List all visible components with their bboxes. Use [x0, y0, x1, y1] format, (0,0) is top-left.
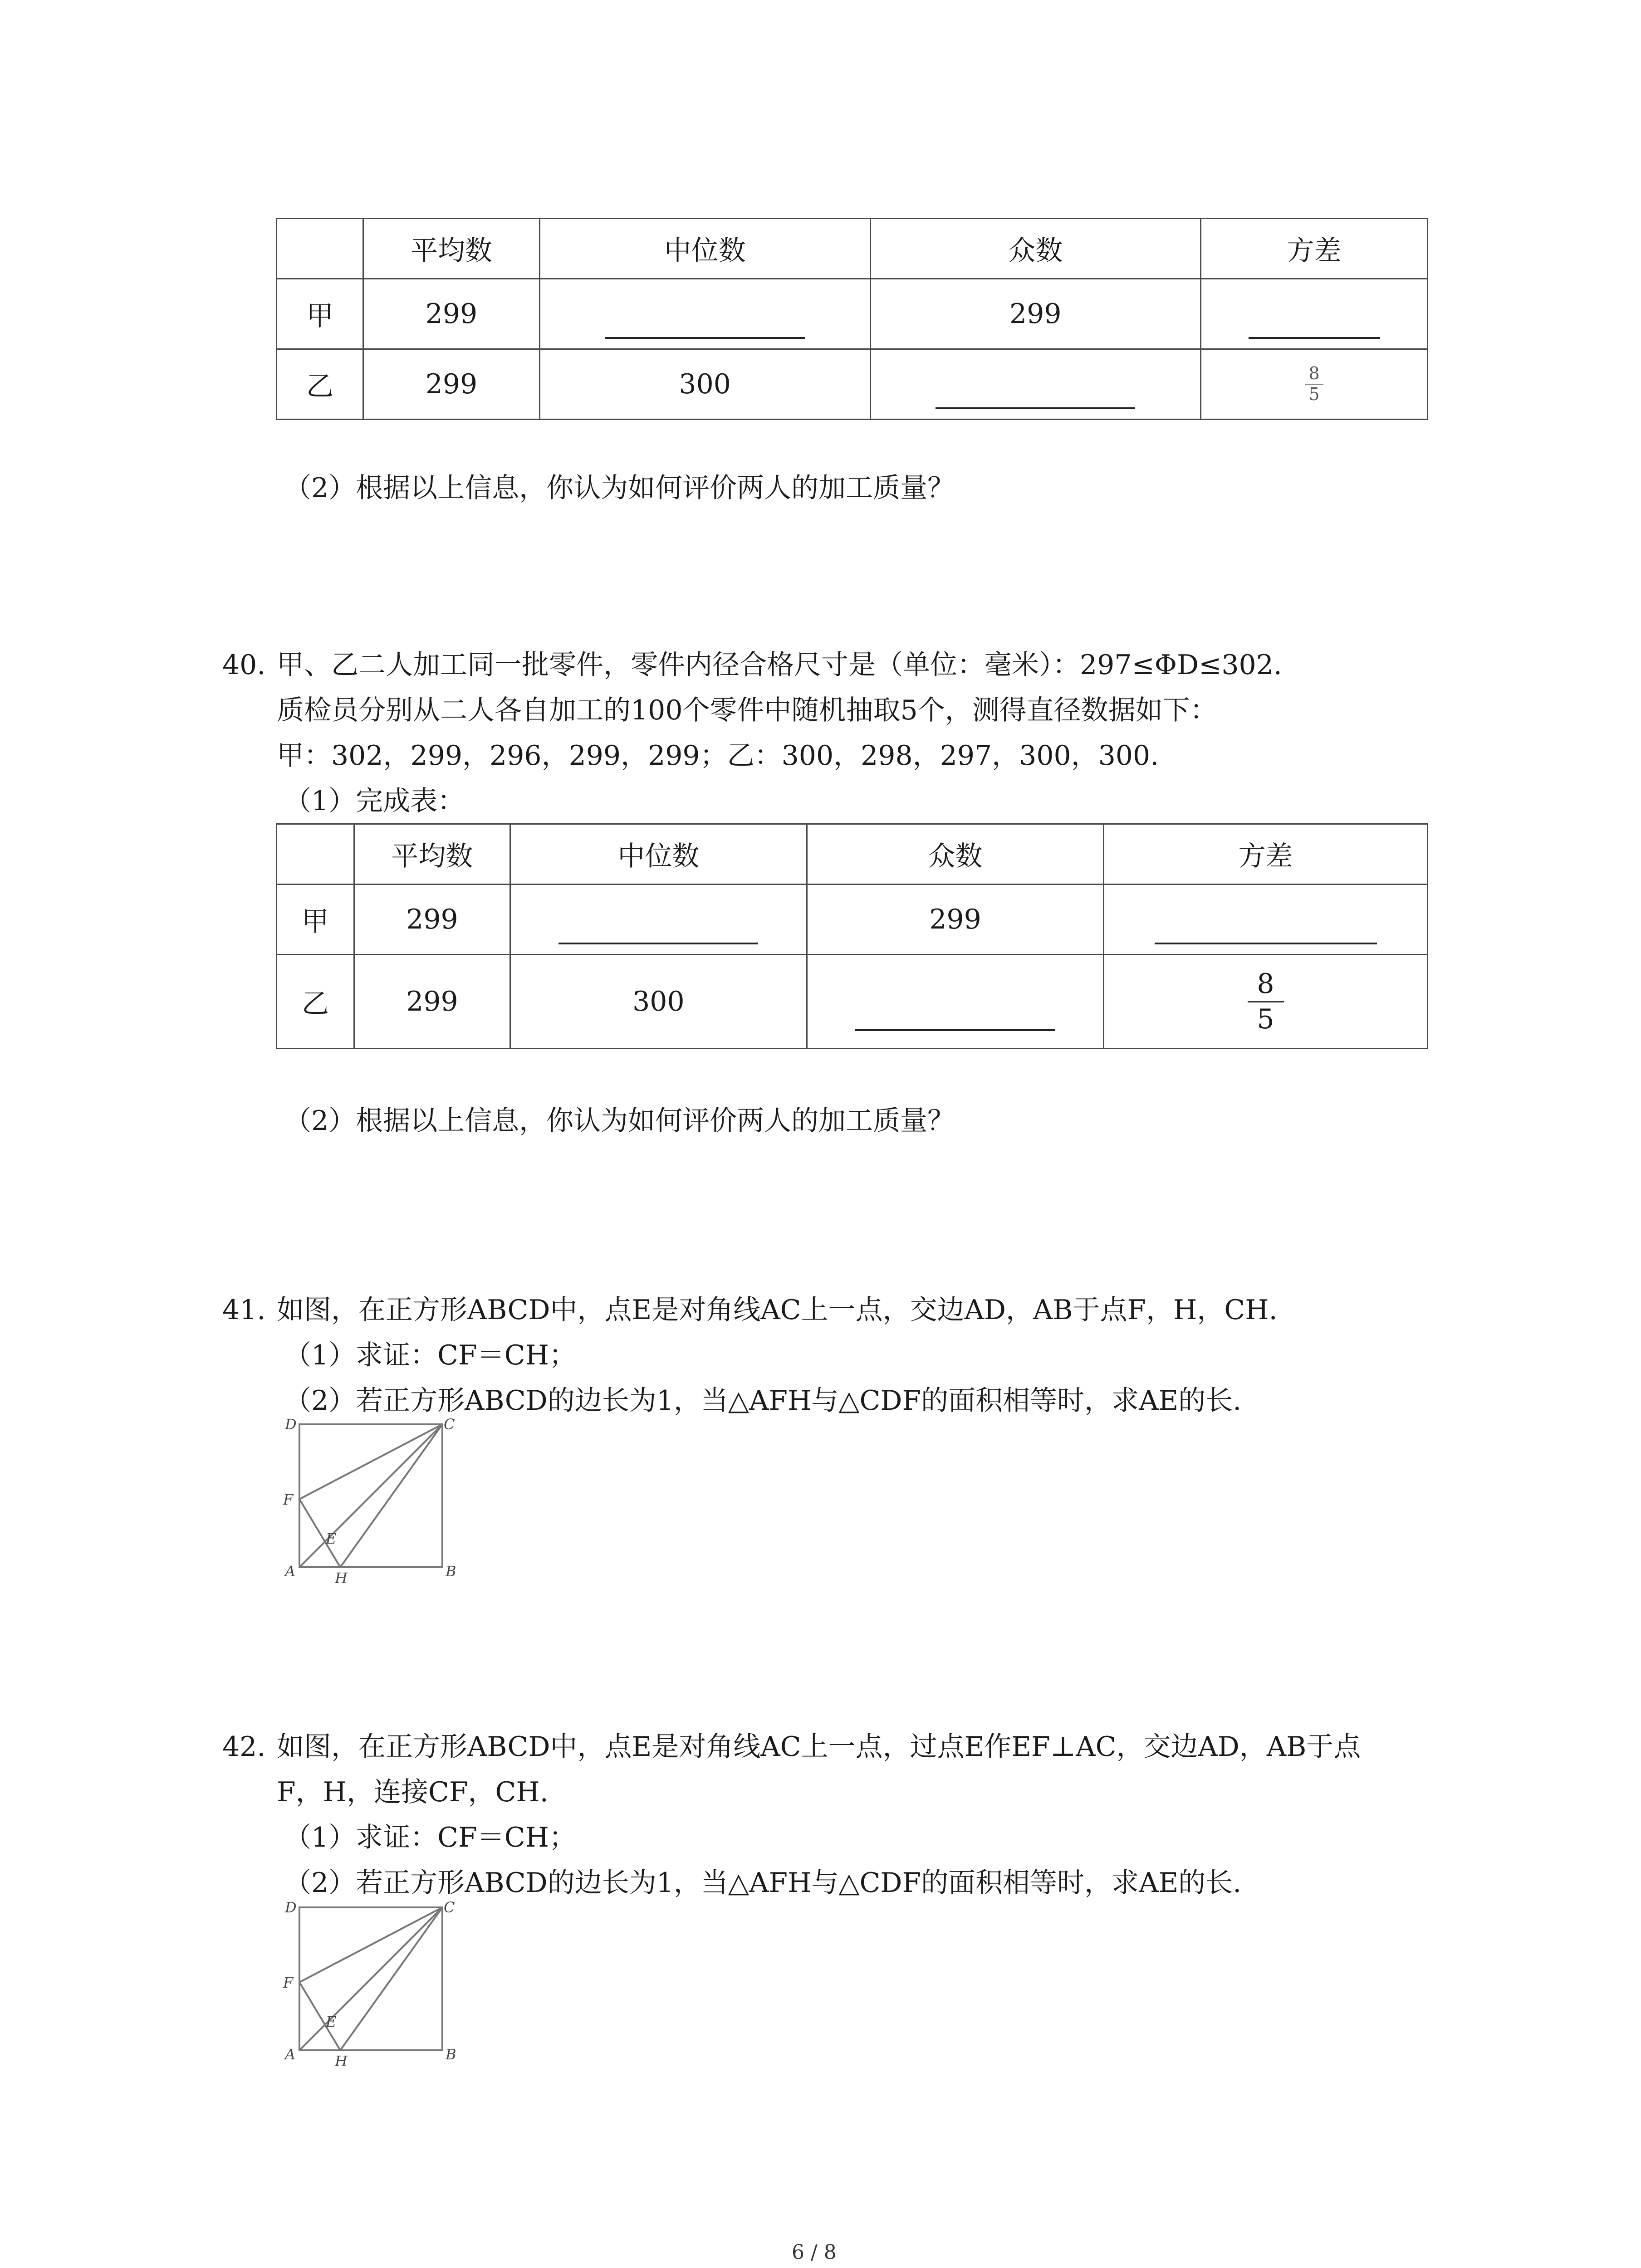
cell-jia-median-blank[interactable]	[510, 885, 807, 955]
table-row-jia	[277, 885, 1428, 955]
cell-jia-variance-blank[interactable]	[1201, 279, 1428, 349]
cell-yi-variance	[1104, 955, 1428, 1049]
row-label-yi: 乙	[277, 955, 354, 1049]
cell-yi-median: 300	[539, 349, 870, 420]
table-corner	[277, 219, 363, 279]
table-row-jia	[277, 279, 1428, 349]
row-label-jia: 甲	[277, 885, 354, 955]
top-stats-table	[276, 218, 1428, 420]
q40-line-2: 质检员分别从二人各自加工的100个零件中随机抽取5个，测得直径数据如下：	[277, 694, 1217, 726]
q41-square-figure	[277, 1418, 467, 1585]
page-number: 6 / 8	[792, 2241, 837, 2264]
q40-number: 40.	[222, 649, 266, 681]
q40-line-1: 甲、乙二人加工同一批零件，零件内径合格尺寸是（单位：毫米）：297≤ΦD≤302.	[277, 649, 1282, 681]
q40-line-4: （1）完成表：	[284, 785, 465, 817]
label-F: F	[283, 1491, 294, 1508]
q42-line-1: 如图，在正方形ABCD中，点E是对角线AC上一点，过点E作EF⊥AC，交边AD，AB于点	[277, 1731, 1361, 1763]
label-A: A	[285, 1563, 296, 1580]
label-E: E	[326, 2013, 337, 2030]
header-mean: 平均数	[363, 219, 540, 279]
label-A: A	[285, 2046, 296, 2063]
label-H: H	[335, 2053, 348, 2068]
q41-number: 41.	[222, 1294, 266, 1326]
table-row-yi	[277, 349, 1428, 420]
q40-line-3: 甲：302，299，296，299，299；乙：300，298，297，300，300.	[277, 740, 1159, 772]
label-B: B	[446, 2046, 456, 2063]
label-H: H	[335, 1569, 348, 1585]
cell-jia-mean: 299	[354, 885, 510, 955]
label-F: F	[283, 1974, 294, 1991]
variance-fraction: $\frac{8}{5}$	[1305, 365, 1323, 404]
table-row-yi	[277, 955, 1428, 1049]
q41-line-3: （2）若正方形ABCD的边长为1，当△AFH与△CDF的面积相等时，求AE的长.	[284, 1385, 1242, 1417]
q42-square-figure	[277, 1901, 467, 2068]
cell-yi-mode-blank[interactable]	[870, 349, 1201, 420]
cell-yi-variance	[1201, 349, 1428, 420]
label-E: E	[326, 1530, 337, 1547]
cell-yi-median: 300	[510, 955, 807, 1049]
cell-yi-mean: 299	[354, 955, 510, 1049]
row-label-jia: 甲	[277, 279, 363, 349]
cell-jia-mean: 299	[363, 279, 540, 349]
row-label-yi: 乙	[277, 349, 363, 420]
header-mode: 众数	[807, 824, 1103, 885]
top-part2-text: （2）根据以上信息，你认为如何评价两人的加工质量？	[284, 472, 955, 504]
header-median: 中位数	[539, 219, 870, 279]
header-variance: 方差	[1104, 824, 1428, 885]
q40-stats-table	[276, 823, 1428, 1049]
q42-line-4: （2）若正方形ABCD的边长为1，当△AFH与△CDF的面积相等时，求AE的长.	[284, 1867, 1242, 1899]
variance-fraction: $\frac{8}{5}$	[1248, 970, 1284, 1034]
label-D: D	[285, 1418, 297, 1433]
q41-line-1: 如图，在正方形ABCD中，点E是对角线AC上一点，交边AD，AB于点F，H，CH.	[277, 1294, 1278, 1326]
q40-part2-text: （2）根据以上信息，你认为如何评价两人的加工质量？	[284, 1105, 955, 1137]
table-corner	[277, 824, 354, 885]
cell-jia-variance-blank[interactable]	[1104, 885, 1428, 955]
cell-jia-median-blank[interactable]	[539, 279, 870, 349]
header-mean: 平均数	[354, 824, 510, 885]
q42-line-3: （1）求证：CF＝CH；	[284, 1822, 576, 1853]
header-median: 中位数	[510, 824, 807, 885]
label-C: C	[444, 1418, 455, 1433]
cell-yi-mode-blank[interactable]	[807, 955, 1103, 1049]
label-C: C	[444, 1901, 455, 1916]
q41-line-2: （1）求证：CF＝CH；	[284, 1339, 576, 1371]
label-D: D	[285, 1901, 297, 1916]
q42-line-2: F，H，连接CF，CH.	[277, 1776, 549, 1808]
cell-jia-mode: 299	[870, 279, 1201, 349]
header-variance: 方差	[1201, 219, 1428, 279]
q42-number: 42.	[222, 1731, 266, 1763]
cell-yi-mean: 299	[363, 349, 540, 420]
header-mode: 众数	[870, 219, 1201, 279]
cell-jia-mode: 299	[807, 885, 1103, 955]
label-B: B	[446, 1563, 456, 1580]
